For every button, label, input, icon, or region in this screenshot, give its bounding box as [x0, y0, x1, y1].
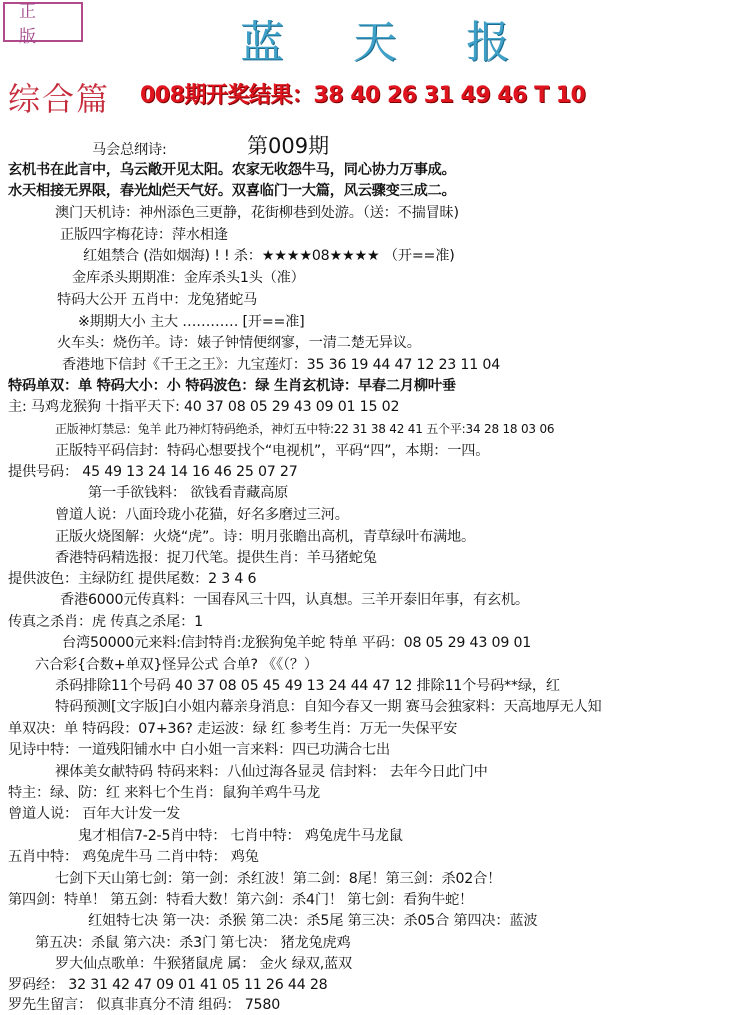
- text-line: 提供波色：主绿防红 提供尾数：2 3 4 6: [8, 571, 257, 587]
- text-line: 罗先生留言： 似真非真分不清 组码： 7580: [8, 997, 281, 1013]
- text-line: 曾道人说： 百年大计发一发: [8, 806, 181, 822]
- text-line: 正版四字梅花诗：萍水相逢: [60, 227, 228, 243]
- text-line: 香港地下信封《千王之王》：九宝莲灯：35 36 19 44 47 12 23 11 04: [62, 357, 501, 373]
- text-line: 六合彩{合数+单双}怪异公式 合单? 《《（？）: [35, 657, 318, 673]
- draw-result-banner: 008期开奖结果：38 40 26 31 49 46 T 10: [140, 83, 586, 108]
- text-line: 台湾50000元来料:信封特肖:龙猴狗兔羊蛇 特单 平码：08 05 29 43 09 01: [62, 635, 532, 651]
- text-line: 红姐禁合 (浩如烟海) ! ! 杀：★★★★08★★★★ （开==准): [83, 248, 455, 264]
- text-line: 鬼才相信7-2-5肖中特： 七肖中特： 鸡兔虎牛马龙鼠: [78, 828, 403, 844]
- title-char: 蓝: [240, 17, 284, 68]
- text-line: 第四剑：特单！ 第五剑：特看大数！第六剑：杀4门！ 第七剑：看狗牛蛇！: [8, 892, 474, 908]
- newspaper-title: [240, 8, 510, 68]
- text-line: 第一手欲钱料： 欲钱看青藏高原: [88, 485, 289, 501]
- text-line: 提供号码： 45 49 13 24 14 16 46 25 07 27: [8, 464, 298, 480]
- text-line: 正版神灯禁忌：兔羊 此乃神灯特码绝杀，神灯五中特:22 31 38 42 41 五个平:34 28 18 03 06: [55, 422, 555, 436]
- text-line: 香港特码精选报：捉刀代笔。提供生肖：羊马猪蛇兔: [55, 550, 377, 566]
- text-line: 特码预测[文字版]白小姐内幕亲身消息：自知今春又一期 赛马会独家料：天高地厚无人知: [55, 699, 602, 715]
- text-line: 五肖中特： 鸡兔虎牛马 二肖中特： 鸡兔: [8, 849, 259, 865]
- text-line: 裸体美女献特码 特码来料：八仙过海各显灵 信封料： 去年今日此门中: [55, 764, 488, 780]
- text-line: 金库杀头期期准：金库杀头1头（准）: [72, 270, 305, 286]
- text-line: ※期期大小 主大 ………… [开==准]: [78, 314, 305, 330]
- text-line: 正版特平码信封：特码心想要找个“电视机”，平码“四”，本期：一四。: [55, 443, 490, 459]
- text-line: 火车头：烧伤羊。诗：婊子钟情便纲寥，一清二楚无异议。: [57, 335, 421, 351]
- text-line: 红姐特七决 第一决：杀猴 第二决：杀5尾 第三决：杀05合 第四决：蓝波: [88, 913, 538, 929]
- text-line: 罗大仙点歌单：牛猴猪鼠虎 属： 金火 绿双,蓝双: [55, 956, 352, 972]
- text-line: 七剑下天山第七剑：第一剑：杀红波！第二剑：8尾！第三剑：杀02合！: [55, 871, 502, 887]
- issue-number: 第009期: [247, 134, 330, 158]
- text-line: 第五决：杀鼠 第六决：杀3门 第七决： 猪龙兔虎鸡: [35, 935, 351, 951]
- section-title: 综合篇: [8, 80, 111, 118]
- text-line: 特主：绿、防：红 来料七个生肖：鼠狗羊鸡牛马龙: [8, 785, 321, 801]
- text-line: 水天相接无界限，春光灿烂天气好。双喜临门一大篇，风云骤变三成二。: [8, 183, 456, 199]
- text-line: 杀码排除11个号码 40 37 08 05 45 49 13 24 44 47 12 排除11个号码**绿，红: [55, 678, 560, 694]
- text-line: 澳门天机诗：神州添色三更静，花街柳巷到处游。（送：不揣冒昧): [55, 205, 459, 221]
- text-line: 特码单双：单 特码大小：小 特码波色：绿 生肖玄机诗：早春二月柳叶垂: [8, 378, 456, 394]
- text-line: 罗码经： 32 31 42 47 09 01 41 05 11 26 44 28: [8, 977, 328, 993]
- text-line: 见诗中特：一道残阳铺水中 白小姐一言来料：四已功满合七出: [8, 742, 390, 758]
- text-line: 传真之杀肖：虎 传真之杀尾：1: [8, 614, 203, 630]
- text-line: 单双决：单 特码段：07+36? 走运波：绿 红 参考生肖：万无一失保平安: [8, 721, 458, 737]
- text-line: 香港6000元传真料：一国春风三十四，认真想。三羊开泰旧年事，有玄机。: [60, 592, 529, 608]
- text-line: 正版火烧图解：火烧“虎”。诗：明月张瞻出高机，青草绿叶布满地。: [55, 529, 475, 545]
- title-char: 报: [466, 17, 510, 68]
- text-line: 马会总纲诗:: [92, 142, 167, 158]
- text-line: 特码大公开 五肖中：龙兔猪蛇马: [57, 292, 258, 308]
- title-char: 天: [353, 17, 397, 68]
- text-line: 主: 马鸡龙猴狗 十指平天下: 40 37 08 05 29 43 09 01 15 02: [8, 399, 400, 415]
- text-line: 曾道人说：八面玲珑小花猫，好名多磨过三河。: [55, 507, 349, 523]
- text-line: 玄机书在此言中，乌云敞开见太阳。农家无收怨牛马，同心协力万事成。: [8, 162, 456, 178]
- genuine-badge: 正版: [3, 2, 83, 42]
